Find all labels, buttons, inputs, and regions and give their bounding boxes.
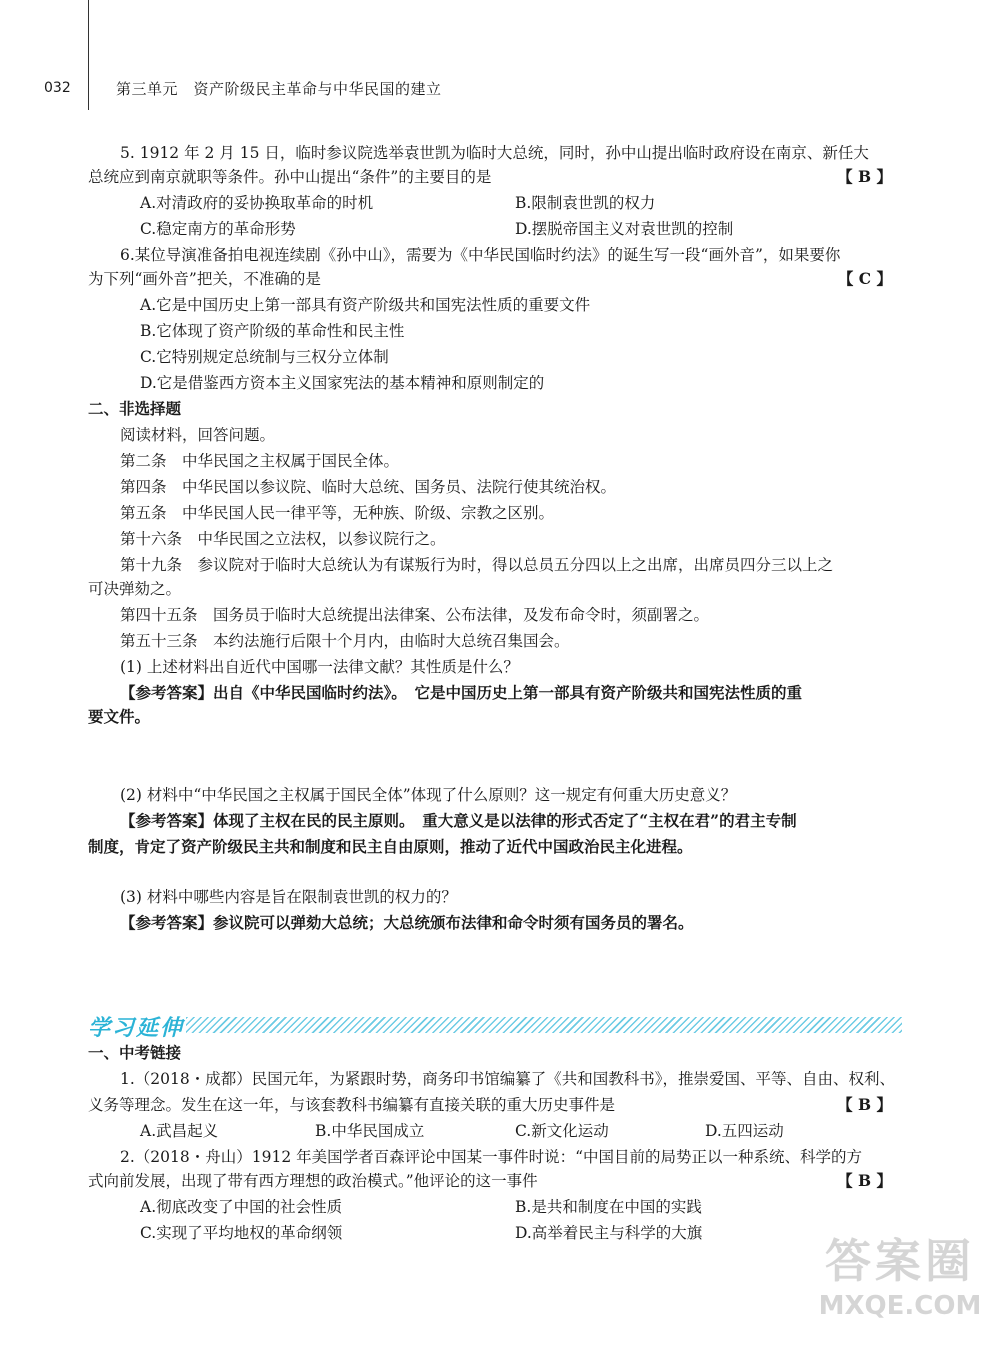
unit-title: 第三单元 资产阶级民主革命与中华民国的建立 <box>116 80 442 98</box>
answer-1-line2: 要文件。 <box>88 707 151 726</box>
ext-q1-option-a: A.武昌起义 <box>140 1122 219 1140</box>
q6-option-a: A.它是中国历史上第一部具有资产阶级共和国宪法性质的重要文件 <box>140 296 591 314</box>
site-watermark <box>810 1225 990 1335</box>
q6-stem-line1: 6.某位导演准备拍电视连续剧《孙中山》，需要为《中华民国临时约法》的诞生写一段“画外音”，如果要你 <box>120 246 841 264</box>
watermark-logo-text: 答案圈 <box>825 1234 975 1288</box>
q5-option-a: A.对清政府的妥协换取革命的时机 <box>140 194 374 212</box>
article-53: 第五十三条 本约法施行后限十个月内，由临时大总统召集国会。 <box>120 632 570 650</box>
ext-q2-answer: 【 B 】 <box>837 1171 892 1190</box>
ext-q1-option-d: D.五四运动 <box>705 1122 784 1140</box>
q5-answer: 【 B 】 <box>837 167 892 186</box>
q5-stem-line2: 总统应到南京就职等条件。孙中山提出“条件”的主要目的是 <box>88 168 492 186</box>
q6-answer: 【 C 】 <box>837 269 892 288</box>
ext-q2-option-c: C.实现了平均地权的革命纲领 <box>140 1224 343 1242</box>
q6-option-d: D.它是借鉴西方资本主义国家宪法的基本精神和原则制定的 <box>140 374 545 392</box>
ext-q2-option-d: D.高举着民主与科学的大旗 <box>515 1224 703 1242</box>
q5-stem-line1: 5. 1912 年 2 月 15 日，临时参议院选举袁世凯为临时大总统，同时，孙中山提出临时政府设在南京、新任大 <box>120 144 869 162</box>
q5-option-c: C.稳定南方的革命形势 <box>140 220 296 238</box>
ext-q1-option-c: C.新文化运动 <box>515 1122 609 1140</box>
answer-1-line1: 【参考答案】出自《中华民国临时约法》。 它是中国历史上第一部具有资产阶级共和国宪法性质的重 <box>120 683 803 702</box>
article-2: 第二条 中华民国之主权属于国民全体。 <box>120 452 400 470</box>
watermark-url: MXQE.COM <box>818 1291 982 1321</box>
hatch-stripe-decoration <box>186 1017 902 1033</box>
answer-3: 【参考答案】参议院可以弹劾大总统；大总统颁布法律和命令时须有国务员的署名。 <box>120 913 694 932</box>
ext-q1-stem-line2: 义务等理念。发生在这一年，与该套教科书编纂有直接关联的重大历史事件是 <box>88 1096 616 1114</box>
ext-q2-stem-line2: 式向前发展，出现了带有西方理想的政治模式。”他评论的这一事件 <box>88 1172 538 1190</box>
answer-2-line1: 【参考答案】体现了主权在民的民主原则。 重大意义是以法律的形式否定了“主权在君”的君主专制 <box>120 811 797 830</box>
subquestion-2: (2) 材料中“中华民国之主权属于国民全体”体现了什么原则？这一规定有何重大历史意义？ <box>120 786 737 804</box>
article-16: 第十六条 中华民国之立法权，以参议院行之。 <box>120 530 446 548</box>
exam-link-heading: 一、中考链接 <box>88 1043 182 1062</box>
q5-option-d: D.摆脱帝国主义对袁世凯的控制 <box>515 220 734 238</box>
ext-q2-option-b: B.是共和制度在中国的实践 <box>515 1198 702 1216</box>
study-extension-banner <box>88 1013 902 1041</box>
header-divider-line <box>88 0 89 110</box>
subquestion-1: (1) 上述材料出自近代中国哪一法律文献？其性质是什么？ <box>120 658 519 676</box>
q6-option-b: B.它体现了资产阶级的革命性和民主性 <box>140 322 405 340</box>
study-extension-title: 学习延伸 <box>88 1016 185 1041</box>
article-5: 第五条 中华民国人民一律平等，无种族、阶级、宗教之区别。 <box>120 504 555 522</box>
ext-q1-option-b: B.中华民国成立 <box>315 1122 425 1140</box>
answer-2-line2: 制度，肯定了资产阶级民主共和制度和民主自由原则，推动了近代中国政治民主化进程。 <box>88 837 693 856</box>
subquestion-3: (3) 材料中哪些内容是旨在限制袁世凯的权力的？ <box>120 888 457 906</box>
article-4: 第四条 中华民国以参议院、临时大总统、国务员、法院行使其统治权。 <box>120 478 617 496</box>
article-45: 第四十五条 国务员于临时大总统提出法律案、公布法律，及发布命令时，须副署之。 <box>120 606 710 624</box>
q6-stem-line2: 为下列“画外音”把关，不准确的是 <box>88 270 321 288</box>
ext-q1-stem-line1: 1.（2018・成都）民国元年，为紧跟时势，商务印书馆编纂了《共和国教科书》，推崇爱国、平等、自由、权利、 <box>120 1070 895 1088</box>
part2-intro: 阅读材料，回答问题。 <box>120 426 276 444</box>
q5-option-b: B.限制袁世凯的权力 <box>515 194 656 212</box>
ext-q2-stem-line1: 2.（2018・舟山）1912 年美国学者百森评论中国某一事件时说：“中国目前的局势正以一种系统、科学的方 <box>120 1148 863 1166</box>
page-number: 032 <box>44 80 71 96</box>
ext-q2-option-a: A.彻底改变了中国的社会性质 <box>140 1198 343 1216</box>
part2-heading: 二、非选择题 <box>88 399 182 418</box>
article-19-line2: 可决弹劾之。 <box>88 580 182 598</box>
q6-option-c: C.它特别规定总统制与三权分立体制 <box>140 348 389 366</box>
article-19-line1: 第十九条 参议院对于临时大总统认为有谋叛行为时，得以总员五分四以上之出席，出席员四分三以上之 <box>120 556 834 574</box>
ext-q1-answer: 【 B 】 <box>837 1095 892 1114</box>
